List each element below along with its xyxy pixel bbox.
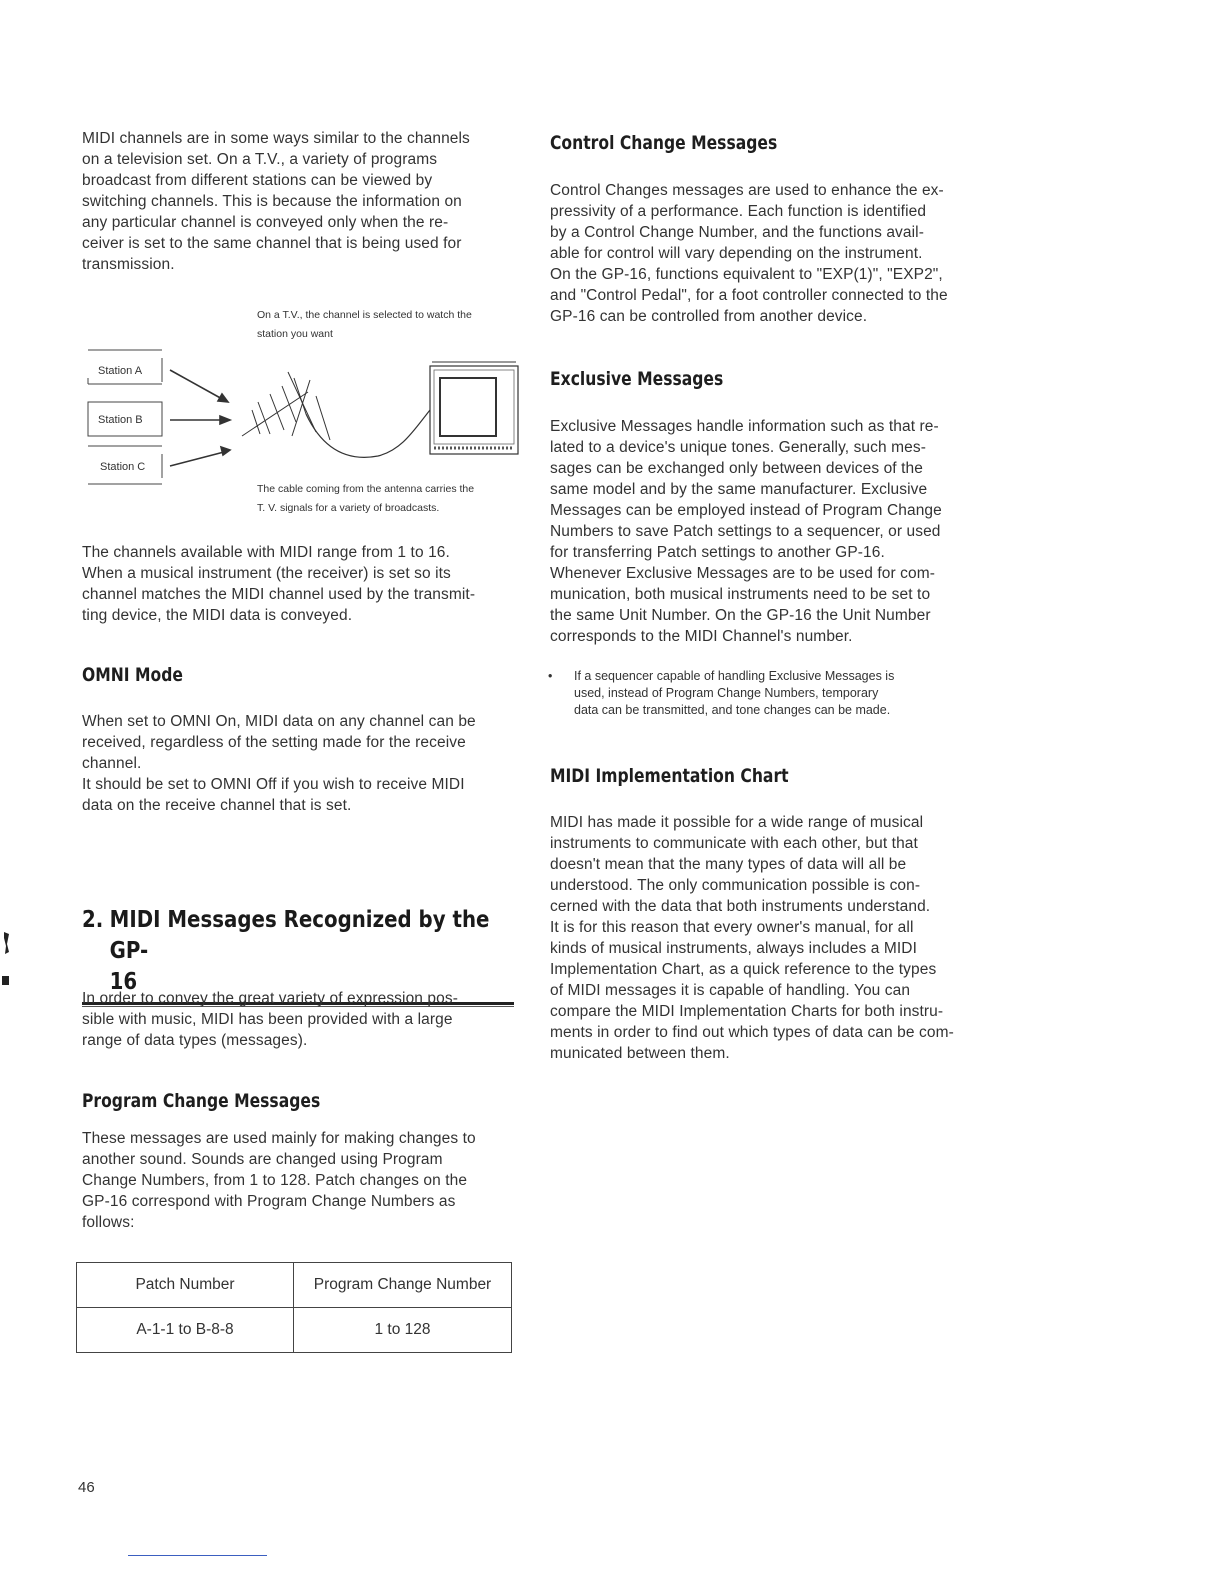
- table-cell: A-1-1 to B-8-8: [77, 1308, 294, 1353]
- table-header-cell: Patch Number: [77, 1263, 294, 1308]
- exclusive-line: corresponds to the MIDI Channel's number.: [550, 628, 853, 645]
- impl-line: cerned with the data that both instruments understand.: [550, 898, 931, 915]
- tv-channel-figure: [84, 304, 524, 524]
- impl-line: understood. The only communication possible is con-: [550, 877, 921, 894]
- exclusive-line: Messages can be employed instead of Program Change: [550, 502, 942, 519]
- program-section: [82, 1090, 514, 1112]
- exclusive-line: Numbers to save Patch settings to a sequencer, or used: [550, 523, 941, 540]
- channels-line: When a musical instrument (the receiver) is set so its: [82, 565, 451, 582]
- program-paragraph: [82, 1128, 514, 1233]
- note-bullet: •: [548, 669, 553, 683]
- impl-line: MIDI has made it possible for a wide range of musical: [550, 814, 924, 831]
- chapter-intro-paragraph: [82, 988, 514, 1051]
- page-number: 46: [78, 1479, 95, 1496]
- impl-body: [550, 812, 978, 1064]
- control-paragraph: [550, 180, 978, 327]
- impl-line: municated between them.: [550, 1045, 730, 1062]
- note-line: data can be transmitted, and tone changes can be made.: [574, 703, 891, 717]
- exclusive-line: sages can be exchanged only between devices of the: [550, 460, 923, 477]
- intro-line: on a television set. On a T.V., a variety of programs: [82, 151, 438, 168]
- exclusive-line: munication, both musical instruments need to be set to: [550, 586, 931, 603]
- table-row: [77, 1308, 512, 1353]
- intro-line: broadcast from different stations can be viewed by: [82, 172, 433, 189]
- exclusive-paragraph: [550, 416, 978, 647]
- footer-line: [128, 1555, 267, 1556]
- chapter-intro-line: sible with music, MIDI has been provided with a large: [82, 1011, 453, 1028]
- omni-paragraph: [82, 711, 514, 816]
- left-column: [82, 128, 514, 275]
- program-line: another sound. Sounds are changed using Program: [82, 1151, 443, 1168]
- signal-arrows: [170, 370, 230, 466]
- exclusive-line: for transferring Patch settings to another GP-16.: [550, 544, 885, 561]
- control-line: and "Control Pedal", for a foot controller connected to the: [550, 287, 948, 304]
- omni-section: [82, 664, 514, 686]
- control-line: GP-16 can be controlled from another device.: [550, 308, 868, 325]
- control-heading: Control Change Messages: [550, 132, 778, 154]
- impl-line: instruments to communicate with each other, but that: [550, 835, 918, 852]
- program-line: follows:: [82, 1214, 135, 1231]
- omni-line: channel.: [82, 755, 142, 772]
- note-line: used, instead of Program Change Numbers, temporary: [574, 686, 879, 700]
- impl-paragraph: [550, 812, 978, 1064]
- program-line: Change Numbers, from 1 to 128. Patch changes on the: [82, 1172, 468, 1189]
- chapter-intro-line: In order to convey the great variety of expression pos-: [82, 990, 458, 1007]
- exclusive-section: [550, 368, 982, 390]
- control-section: [550, 132, 982, 154]
- station-b-label: Station B: [98, 414, 143, 426]
- control-body: [550, 180, 978, 327]
- tv-icon: [430, 362, 518, 454]
- margin-tab-marks: [0, 928, 12, 988]
- station-c-label: Station C: [100, 461, 146, 473]
- chapter-title-line1: MIDI Messages Recognized by the GP-: [109, 907, 490, 964]
- exclusive-line: the same Unit Number. On the GP-16 the Unit Number: [550, 607, 931, 624]
- channels-line: channel matches the MIDI channel used by the transmit-: [82, 586, 476, 603]
- intro-line: MIDI channels are in some ways similar to the channels: [82, 130, 470, 147]
- exclusive-line: Whenever Exclusive Messages are to be used for com-: [550, 565, 936, 582]
- antenna-cable: [306, 410, 430, 457]
- intro-line: any particular channel is conveyed only when the re-: [82, 214, 449, 231]
- note-line: If a sequencer capable of handling Exclusive Messages is: [574, 669, 895, 683]
- impl-line: of MIDI messages it is capable of handling. You can: [550, 982, 911, 999]
- impl-line: It is for this reason that every owner's manual, for all: [550, 919, 914, 936]
- impl-line: ments in order to find out which types of data can be com-: [550, 1024, 954, 1041]
- program-line: GP-16 correspond with Program Change Numbers as: [82, 1193, 456, 1210]
- omni-body: [82, 711, 514, 816]
- control-line: On the GP-16, functions equivalent to "EXP(1)", "EXP2",: [550, 266, 943, 283]
- impl-section: [550, 765, 982, 787]
- program-line: These messages are used mainly for making changes to: [82, 1130, 476, 1147]
- exclusive-heading: Exclusive Messages: [550, 368, 724, 390]
- intro-paragraph: [82, 128, 514, 275]
- table-header-cell: Program Change Number: [294, 1263, 512, 1308]
- intro-line: transmission.: [82, 256, 175, 273]
- control-line: Control Changes messages are used to enhance the ex-: [550, 182, 944, 199]
- channels-paragraph: [82, 542, 514, 626]
- omni-line: data on the receive channel that is set.: [82, 797, 352, 814]
- program-heading: Program Change Messages: [82, 1090, 321, 1112]
- exclusive-body: [550, 416, 978, 647]
- exclusive-line: same model and by the same manufacturer. Exclusive: [550, 481, 928, 498]
- impl-heading: MIDI Implementation Chart: [550, 765, 789, 787]
- impl-line: doesn't mean that the many types of data will all be: [550, 856, 907, 873]
- chapter-intro: [82, 988, 514, 1051]
- omni-heading: OMNI Mode: [82, 664, 183, 686]
- omni-line: When set to OMNI On, MIDI data on any channel can be: [82, 713, 476, 730]
- antenna-icon: [242, 372, 330, 440]
- chapter-number: 2.: [82, 907, 104, 933]
- control-line: pressivity of a performance. Each function is identified: [550, 203, 927, 220]
- control-line: able for control will vary depending on the instrument.: [550, 245, 923, 262]
- patch-table: [76, 1262, 512, 1353]
- table-header-row: [77, 1263, 512, 1308]
- program-body: [82, 1128, 514, 1233]
- exclusive-line: Exclusive Messages handle information such as that re-: [550, 418, 939, 435]
- channels-line: ting device, the MIDI data is conveyed.: [82, 607, 353, 624]
- patch-table-wrap: [76, 1262, 512, 1353]
- impl-line: kinds of musical instruments, always includes a MIDI: [550, 940, 917, 957]
- note-text: [574, 668, 978, 719]
- impl-line: Implementation Chart, as a quick reference to the types: [550, 961, 937, 978]
- channels-section: [82, 542, 514, 626]
- intro-line: switching channels. This is because the information on: [82, 193, 462, 210]
- figure-drawing: [84, 344, 524, 494]
- figure-caption-top: On a T.V., the channel is selected to watch the station you want: [257, 309, 472, 340]
- omni-line: It should be set to OMNI Off if you wish to receive MIDI: [82, 776, 465, 793]
- chapter-title-line2: 16: [109, 969, 138, 995]
- station-a-label: Station A: [98, 365, 143, 377]
- intro-line: ceiver is set to the same channel that is being used for: [82, 235, 462, 252]
- control-line: by a Control Change Number, and the functions avail-: [550, 224, 924, 241]
- impl-line: compare the MIDI Implementation Charts for both instru-: [550, 1003, 944, 1020]
- omni-line: received, regardless of the setting made for the receive: [82, 734, 466, 751]
- table-cell: 1 to 128: [294, 1308, 512, 1353]
- channels-line: The channels available with MIDI range from 1 to 16.: [82, 544, 450, 561]
- exclusive-note: [548, 668, 978, 719]
- figure-caption-bottom: The cable coming from the antenna carries the T. V. signals for a variety of broadcasts.: [257, 483, 475, 514]
- chapter-intro-line: range of data types (messages).: [82, 1032, 308, 1049]
- exclusive-line: lated to a device's unique tones. Generally, such mes-: [550, 439, 926, 456]
